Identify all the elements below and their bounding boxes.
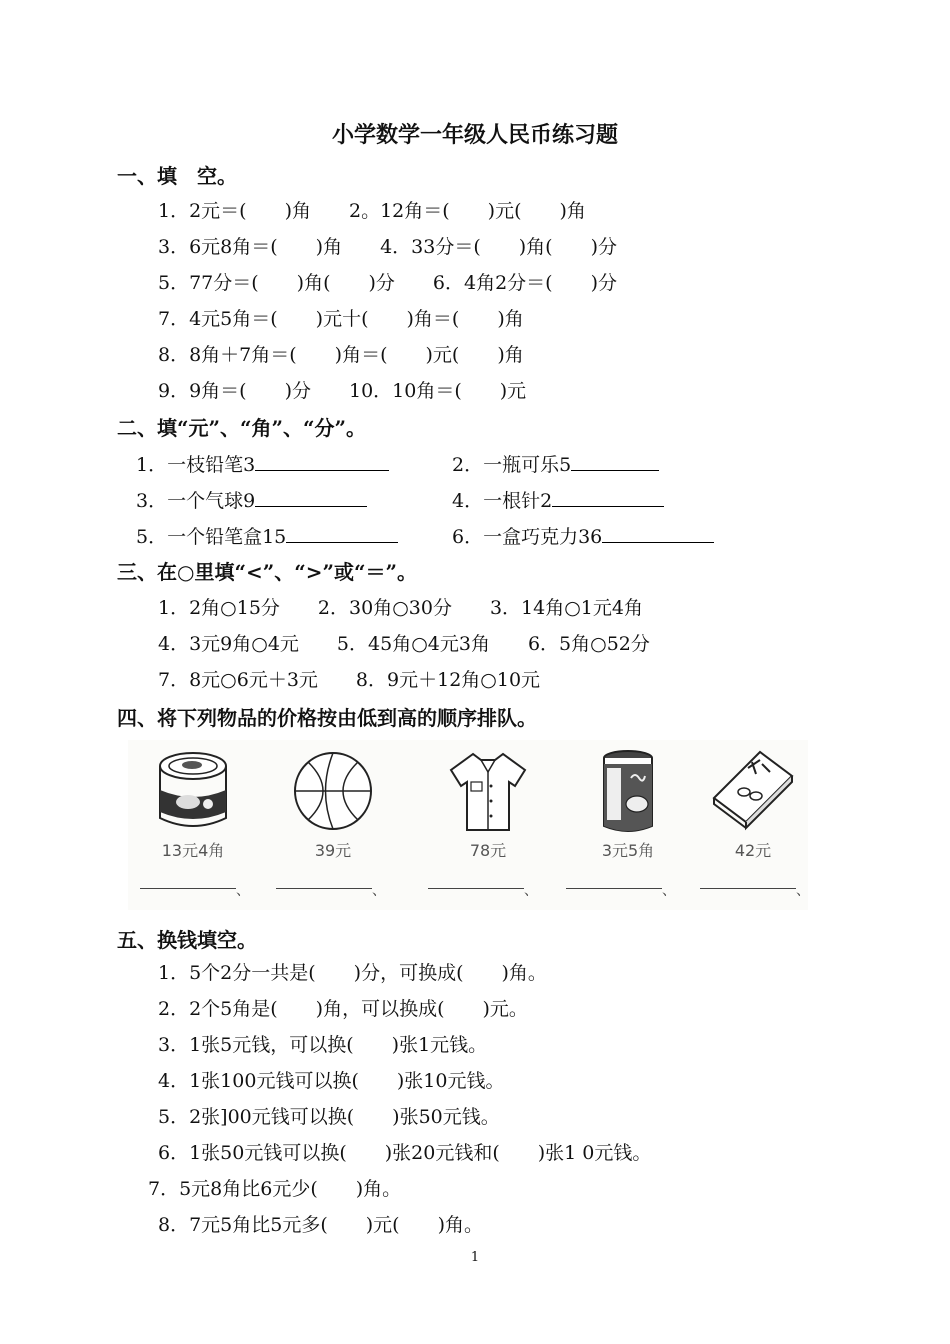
s1-line: 7．4元5角＝( )元十( )角＝( )角 — [158, 308, 524, 330]
item-price: 42元 — [734, 841, 772, 860]
section-3-heading: 三、在○里填“<”、“>”或“＝”。 — [117, 560, 417, 584]
s2-item — [136, 522, 398, 549]
medicine-box-icon — [708, 746, 798, 836]
s5-line: 5．2张]00元钱可以换( )张50元钱。 — [158, 1106, 500, 1128]
separator: 、 — [796, 883, 810, 899]
answer-blank[interactable] — [286, 524, 398, 543]
s1-line: 8．8角＋7角＝( )角＝( )元( )角 — [158, 344, 524, 366]
s2-item-text: 4．一根针2 — [452, 490, 553, 512]
item-medicine-box — [693, 740, 813, 910]
s5-line: 6．1张50元钱可以换( )张20元钱和( )张1 0元钱。 — [158, 1142, 652, 1164]
s1-line: 9．9角＝( )分 10．10角＝( )元 — [158, 380, 527, 402]
separator: 、 — [372, 883, 386, 899]
order-blank[interactable] — [566, 888, 662, 890]
separator: 、 — [662, 883, 676, 899]
s1-line: 1．2元＝( )角 2。12角＝( )元( )角 — [158, 200, 586, 222]
s2-item-text: 1．一枝铅笔3 — [136, 454, 256, 476]
s2-item-text: 6．一盒巧克力36 — [452, 526, 603, 548]
item-price: 13元4角 — [161, 841, 225, 860]
s5-line: 7．5元8角比6元少( )角。 — [148, 1178, 402, 1200]
answer-blank[interactable] — [255, 488, 367, 507]
order-blank[interactable] — [276, 888, 372, 890]
s1-line: 5．77分＝( )角( )分 6．4角2分＝( )分 — [158, 272, 618, 294]
items-picture — [128, 740, 808, 910]
s2-item-text: 5．一个铅笔盒15 — [136, 526, 287, 548]
s3-line: 1．2角○15分 2．30角○30分 3．14角○1元4角 — [158, 597, 643, 619]
basketball-icon — [288, 746, 378, 836]
shirt-icon — [443, 746, 533, 836]
babao-porridge-can-icon — [583, 746, 673, 836]
s5-line: 1．5个2分一共是( )分，可换成( )角。 — [158, 962, 547, 984]
page-title: 小学数学一年级人民币练习题 — [331, 122, 618, 148]
s5-line: 3．1张5元钱，可以换( )张1元钱。 — [158, 1034, 488, 1056]
answer-blank[interactable] — [552, 488, 664, 507]
answer-blank[interactable] — [255, 452, 389, 471]
s2-item — [136, 486, 367, 513]
section-2-heading: 二、填“元”、“角”、“分”。 — [117, 416, 367, 440]
item-price: 39元 — [314, 841, 352, 860]
answer-blank[interactable] — [571, 452, 659, 471]
s2-item — [452, 486, 664, 513]
item-can — [133, 740, 253, 910]
s3-line: 4．3元9角○4元 5．45角○4元3角 6．5角○52分 — [158, 633, 650, 655]
section-4-heading: 四、将下列物品的价格按由低到高的顺序排队。 — [117, 706, 537, 730]
answer-blank[interactable] — [602, 524, 714, 543]
s2-item-text: 3．一个气球9 — [136, 490, 256, 512]
page-number: 1 — [470, 1250, 480, 1265]
s2-item-text: 2．一瓶可乐5 — [452, 454, 572, 476]
item-price: 78元 — [469, 841, 507, 860]
s2-item — [136, 450, 389, 477]
s2-item — [452, 522, 714, 549]
section-1-heading: 一、填 空。 — [117, 164, 237, 188]
s1-line: 3．6元8角＝( )角 4．33分＝( )角( )分 — [158, 236, 618, 258]
order-blank[interactable] — [428, 888, 524, 890]
s3-line: 7．8元○6元＋3元 8．9元＋12角○10元 — [158, 669, 541, 691]
section-5-heading: 五、换钱填空。 — [117, 928, 257, 952]
s5-line: 4．1张100元钱可以换( )张10元钱。 — [158, 1070, 505, 1092]
order-blank[interactable] — [140, 888, 236, 890]
item-price: 3元5角 — [601, 841, 655, 860]
separator: 、 — [236, 883, 250, 899]
order-blank[interactable] — [700, 888, 796, 890]
s5-line: 8．7元5角比5元多( )元( )角。 — [158, 1214, 484, 1236]
s5-line: 2．2个5角是( )角，可以换成( )元。 — [158, 998, 528, 1020]
s2-item — [452, 450, 659, 477]
separator: 、 — [524, 883, 538, 899]
can-icon — [148, 746, 238, 836]
